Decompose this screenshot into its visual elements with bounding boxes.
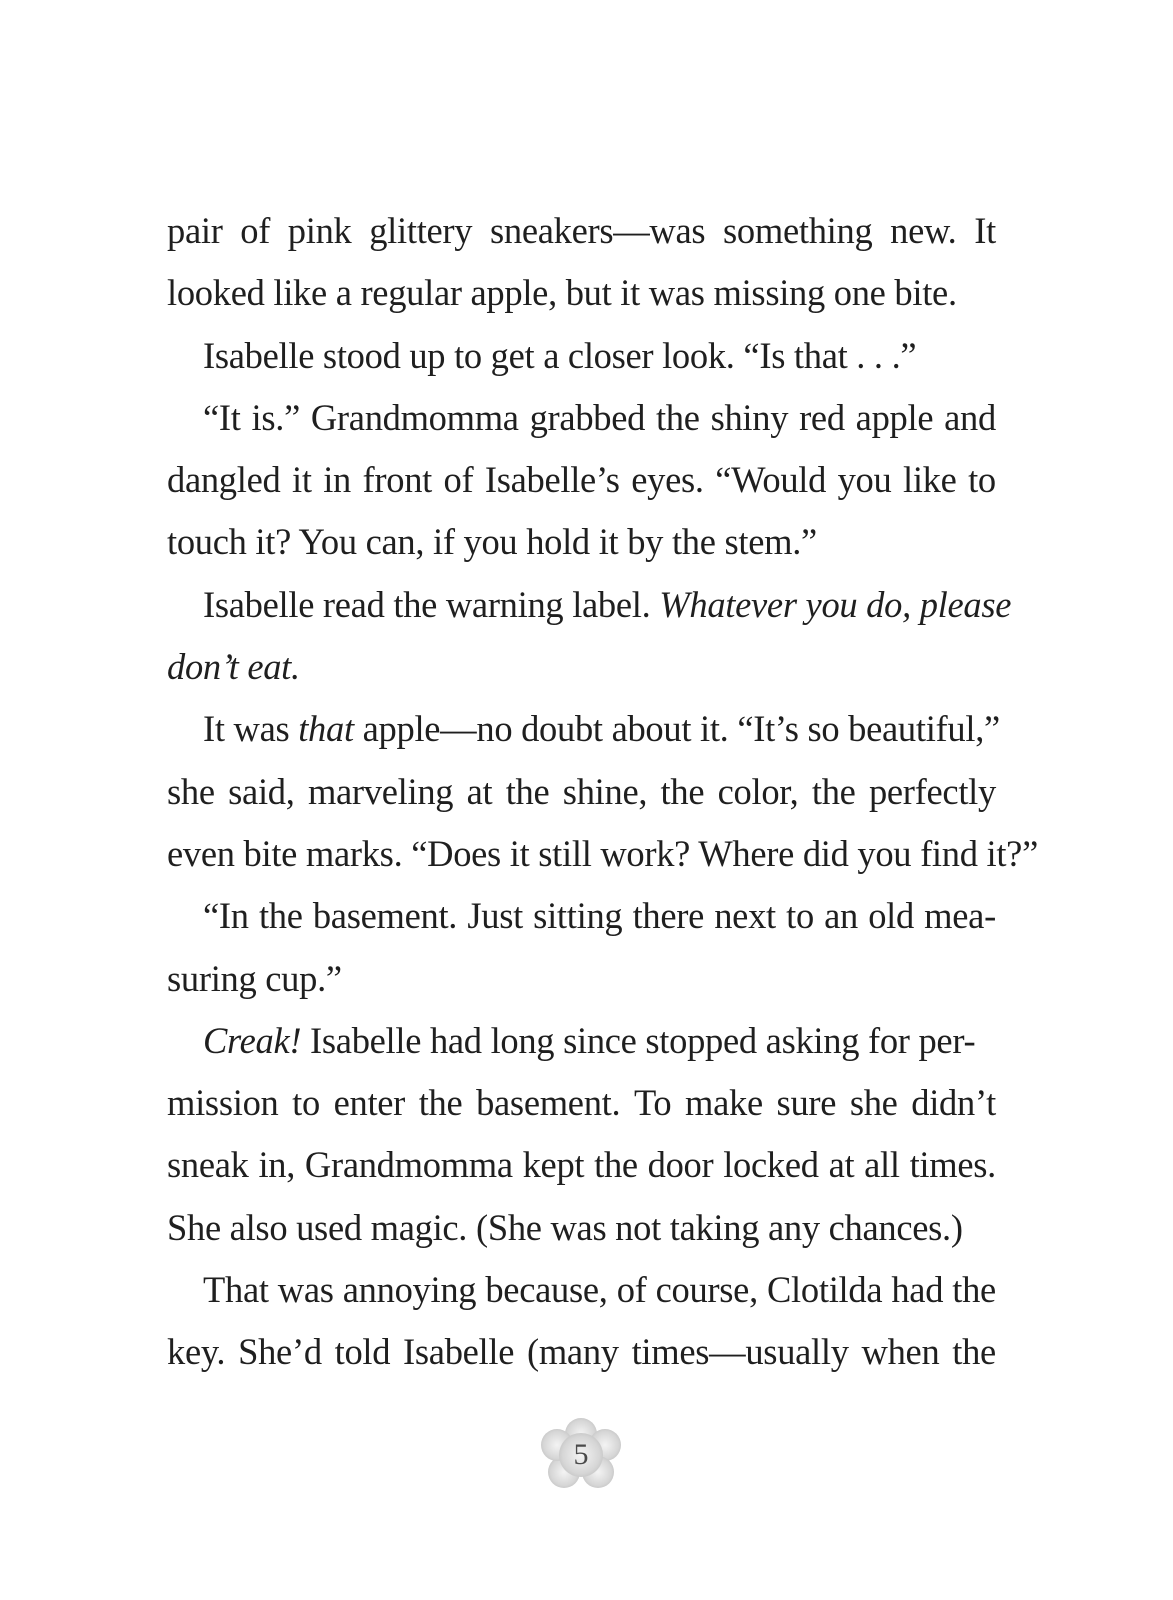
word: of <box>240 210 271 251</box>
word: and <box>944 396 996 438</box>
word: when <box>861 1331 940 1373</box>
word: To <box>633 1082 672 1124</box>
word: the <box>594 1144 638 1186</box>
word: mission <box>167 1082 279 1124</box>
word: at <box>828 1144 855 1186</box>
word: (many <box>526 1331 619 1373</box>
word: next <box>714 895 776 937</box>
word: was <box>277 1269 334 1311</box>
word: she <box>167 770 215 812</box>
word: color, <box>717 770 799 812</box>
word: sneak <box>167 1144 249 1186</box>
text-line: Isabelle stood up to get a closer look. “Is that . . .” <box>203 334 917 376</box>
word: perfectly <box>868 770 996 812</box>
word: Isabelle <box>403 1331 515 1373</box>
word: you <box>837 459 892 501</box>
word: is.” <box>251 396 300 438</box>
word: front <box>362 459 432 501</box>
word: the <box>811 770 856 812</box>
text-line <box>167 885 996 947</box>
word: at <box>466 770 493 812</box>
word: course, <box>655 1269 758 1311</box>
word: That <box>203 1269 269 1311</box>
word: “In <box>203 895 249 937</box>
word: said, <box>228 770 295 812</box>
word: “Would <box>715 459 827 501</box>
word: in, <box>258 1144 296 1186</box>
word: she <box>849 1082 898 1124</box>
text-line <box>167 1321 996 1383</box>
word: grabbed <box>529 396 646 438</box>
word: glittery <box>369 210 473 251</box>
word: Grandmomma <box>310 396 519 438</box>
word: Isabelle’s <box>484 459 620 501</box>
word: the <box>660 770 705 812</box>
word: Just <box>467 895 523 937</box>
word: the <box>418 1082 463 1124</box>
word: pair <box>167 210 223 251</box>
word: the <box>505 770 550 812</box>
word: to <box>292 1082 320 1124</box>
word: “It <box>203 396 241 438</box>
text-line <box>167 574 1012 636</box>
word: of <box>443 459 474 501</box>
italic-run: that <box>298 708 354 750</box>
page-number: 5 <box>573 1438 589 1471</box>
word: shine, <box>562 770 648 812</box>
text-run: It was <box>203 708 299 750</box>
word: old <box>868 895 914 937</box>
word: like <box>903 459 957 501</box>
text-line <box>167 1010 996 1072</box>
word: in <box>323 459 351 501</box>
text-line <box>167 1134 996 1196</box>
text-line <box>167 449 996 511</box>
word: kept <box>522 1144 585 1186</box>
word: key. <box>167 1331 226 1373</box>
word: the <box>655 396 700 438</box>
word: apple <box>855 396 934 438</box>
text-line <box>167 761 996 823</box>
word: dangled <box>167 459 281 501</box>
text-run: Isabelle read the warning label. <box>203 583 660 625</box>
word: because, <box>485 1269 608 1311</box>
text-line: suring cup.” <box>167 957 342 999</box>
word: door <box>647 1144 714 1186</box>
word: an <box>824 895 858 937</box>
word: new. <box>890 210 957 251</box>
text-line <box>167 387 996 449</box>
text-run: Isabelle had long since stopped asking for per- <box>301 1019 976 1061</box>
word: the <box>258 895 303 937</box>
word: times. <box>909 1144 996 1186</box>
word: basement. <box>476 1082 621 1124</box>
text-line <box>167 636 996 698</box>
word: to <box>786 895 814 937</box>
word: sitting <box>533 895 623 937</box>
italic-run: Whatever you do, please <box>659 583 1012 625</box>
italic-run: Creak! <box>203 1019 302 1061</box>
word: shiny <box>710 396 789 438</box>
word: sure <box>776 1082 837 1124</box>
word: there <box>632 895 705 937</box>
italic-run: don’t eat. <box>167 646 300 688</box>
word: locked <box>723 1144 819 1186</box>
word: Clotilda <box>767 1269 883 1311</box>
word: the <box>952 1269 996 1311</box>
word: marveling <box>307 770 454 812</box>
word: It <box>974 210 996 251</box>
word: make <box>685 1082 763 1124</box>
text-line: She also used magic. (She was not taking any chances.) <box>167 1206 963 1248</box>
word: basement. <box>312 895 458 937</box>
word: told <box>334 1331 391 1373</box>
word: enter <box>333 1082 406 1124</box>
text-line <box>167 200 996 262</box>
word: the <box>952 1331 996 1373</box>
word: of <box>616 1269 647 1311</box>
word: Grandmomma <box>304 1144 513 1186</box>
word: sneakers—was <box>489 210 706 251</box>
word: She’d <box>238 1331 322 1373</box>
word: pink <box>287 210 352 251</box>
word: had <box>891 1269 944 1311</box>
text-line: touch it? You can, if you hold it by the stem.” <box>167 521 817 563</box>
word: mea- <box>924 895 996 937</box>
body-text <box>167 200 1038 1384</box>
word: something <box>723 210 873 251</box>
text-line: looked like a regular apple, but it was missing one bite. <box>167 272 957 314</box>
text-run: apple—no doubt about it. “It’s so beautiful,” <box>353 708 1000 750</box>
word: it <box>291 459 312 501</box>
word: times—usually <box>631 1331 849 1373</box>
text-line <box>167 1259 996 1321</box>
text-line: even bite marks. “Does it still work? Where did you find it?” <box>167 832 1038 874</box>
word: annoying <box>342 1269 477 1311</box>
word: to <box>968 459 996 501</box>
text-line <box>167 698 1000 760</box>
word: eyes. <box>631 459 704 501</box>
word: all <box>864 1144 900 1186</box>
word: didn’t <box>911 1082 996 1124</box>
word: red <box>799 396 845 438</box>
text-line <box>167 1072 996 1134</box>
page-number-badge <box>538 1418 624 1492</box>
